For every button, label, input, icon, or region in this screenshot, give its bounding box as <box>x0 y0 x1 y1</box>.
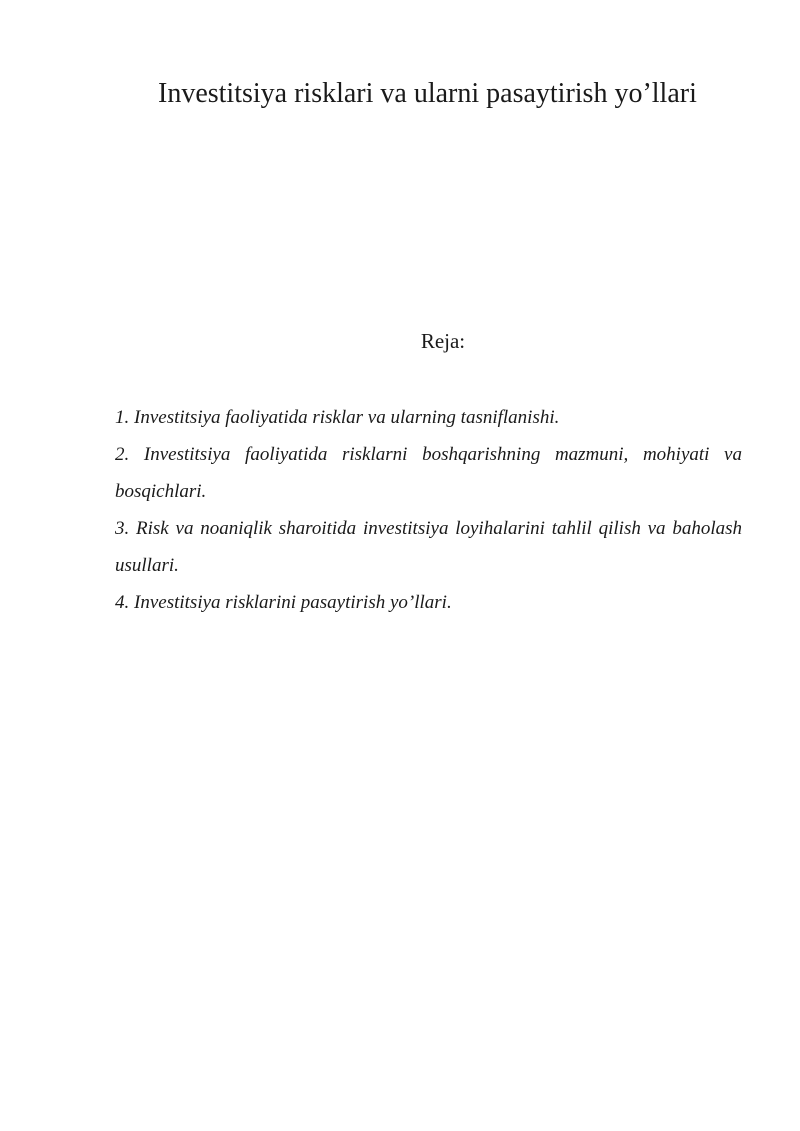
plan-item-4: 4. Investitsiya risklarini pasaytirish yo’llari. <box>115 592 452 613</box>
plan-item-1: 1. Investitsiya faoliyatida risklar va ularning tasniflanishi. <box>115 407 560 428</box>
document-title: Investitsiya risklari va ularni pasaytirish yo’llari <box>158 78 697 109</box>
plan-item-2: 2. Investitsiya faoliyatida risklarni boshqarishning mazmuni, mohiyati va bosqichlari. <box>115 444 742 502</box>
plan-heading: Reja: <box>420 329 466 353</box>
plan-list <box>115 399 742 621</box>
plan-item-3: 3. Risk va noaniqlik sharoitida investitsiya loyihalarini tahlil qilish va baholash usullari. <box>115 518 742 576</box>
